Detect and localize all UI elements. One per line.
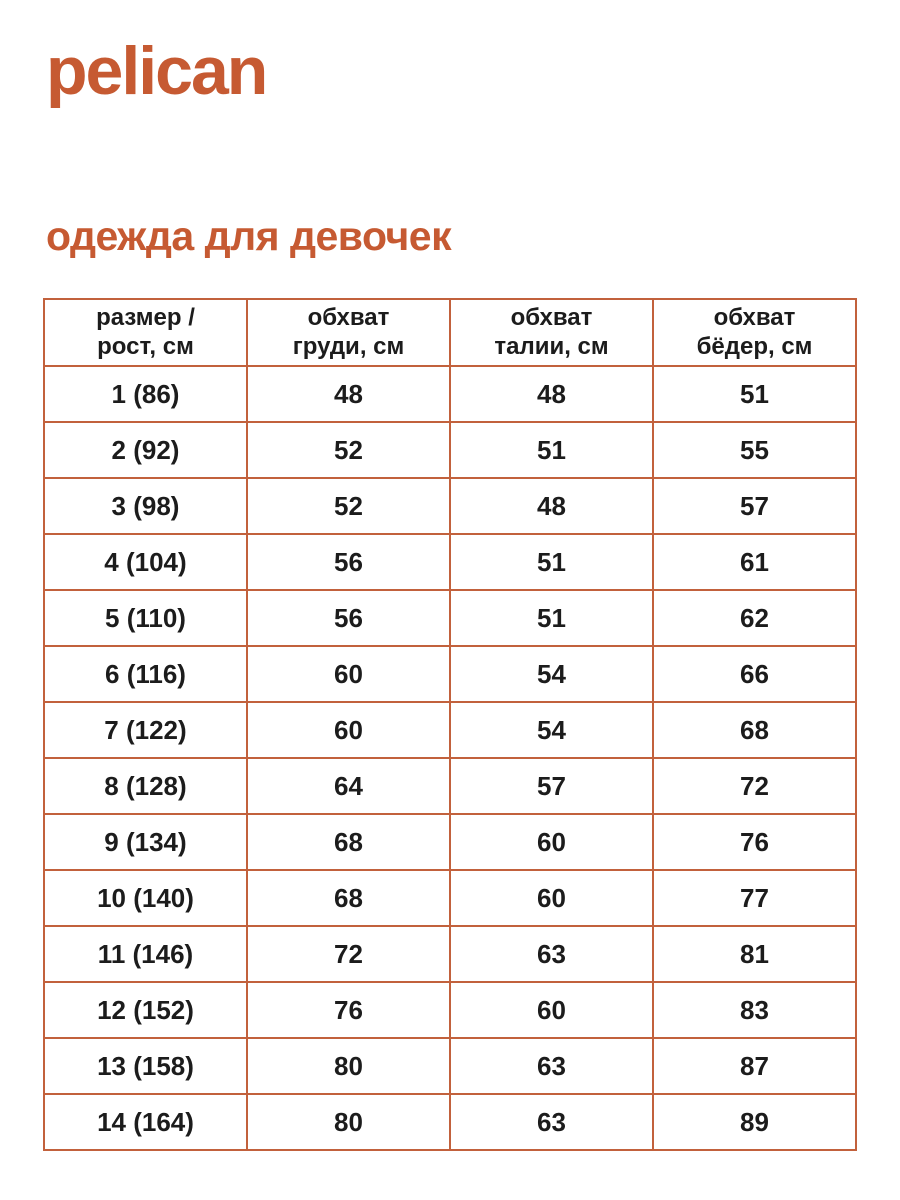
chest-girth-cell: 60 [247,646,450,702]
chest-girth-cell: 56 [247,590,450,646]
waist-girth-cell: 51 [450,422,653,478]
chest-girth-cell: 56 [247,534,450,590]
hips-girth-cell: 66 [653,646,856,702]
pelican-logo: pelican [46,33,267,109]
header-line: обхват [510,303,593,331]
hips-girth-cell: 77 [653,870,856,926]
table-row [44,926,856,982]
waist-girth-cell: 48 [450,366,653,422]
hips-girth-cell: 87 [653,1038,856,1094]
table-row [44,814,856,870]
waist-girth-cell: 60 [450,870,653,926]
size-height-cell: 3 (98) [44,478,247,534]
hips-girth-cell: 72 [653,758,856,814]
header-line: бёдер, см [696,332,813,360]
chest-girth-cell: 72 [247,926,450,982]
header-line: талии, см [494,332,609,360]
chest-girth-cell: 52 [247,478,450,534]
chest-girth-cell: 60 [247,702,450,758]
size-height-cell: 2 (92) [44,422,247,478]
chest-girth-cell: 52 [247,422,450,478]
waist-girth-cell: 60 [450,814,653,870]
waist-girth-cell: 63 [450,1038,653,1094]
size-height-cell: 1 (86) [44,366,247,422]
hips-girth-cell: 89 [653,1094,856,1150]
hips-girth-cell: 55 [653,422,856,478]
size-height-cell: 6 (116) [44,646,247,702]
size-height-cell: 13 (158) [44,1038,247,1094]
header-line: размер / [96,303,195,331]
hips-girth-cell: 83 [653,982,856,1038]
hips-girth-cell: 61 [653,534,856,590]
waist-girth-cell: 63 [450,1094,653,1150]
table-row [44,702,856,758]
header-line: обхват [307,303,390,331]
waist-girth-cell: 63 [450,926,653,982]
table-row [44,534,856,590]
header-line: рост, см [97,332,194,360]
page-title: одежда для девочек [46,213,452,259]
table-row [44,870,856,926]
table-row [44,1094,856,1150]
size-height-cell: 10 (140) [44,870,247,926]
size-height-cell: 12 (152) [44,982,247,1038]
hips-girth-cell: 62 [653,590,856,646]
table-row [44,422,856,478]
size-height-cell: 11 (146) [44,926,247,982]
size-height-cell: 5 (110) [44,590,247,646]
column-header-hips-girth [653,299,856,366]
table-row [44,478,856,534]
chest-girth-cell: 68 [247,870,450,926]
size-height-cell: 4 (104) [44,534,247,590]
chest-girth-cell: 68 [247,814,450,870]
waist-girth-cell: 54 [450,702,653,758]
hips-girth-cell: 68 [653,702,856,758]
header-line: обхват [713,303,796,331]
size-chart-body [44,366,856,1150]
size-height-cell: 7 (122) [44,702,247,758]
chest-girth-cell: 80 [247,1094,450,1150]
table-row [44,1038,856,1094]
hips-girth-cell: 81 [653,926,856,982]
size-height-cell: 8 (128) [44,758,247,814]
waist-girth-cell: 57 [450,758,653,814]
table-row [44,590,856,646]
column-header-waist-girth [450,299,653,366]
column-header-chest-girth [247,299,450,366]
chest-girth-cell: 80 [247,1038,450,1094]
table-row [44,982,856,1038]
hips-girth-cell: 76 [653,814,856,870]
waist-girth-cell: 48 [450,478,653,534]
chest-girth-cell: 64 [247,758,450,814]
size-height-cell: 9 (134) [44,814,247,870]
size-chart-table [43,298,857,1151]
chest-girth-cell: 76 [247,982,450,1038]
chest-girth-cell: 48 [247,366,450,422]
hips-girth-cell: 51 [653,366,856,422]
waist-girth-cell: 60 [450,982,653,1038]
waist-girth-cell: 51 [450,590,653,646]
header-row [44,299,856,366]
size-height-cell: 14 (164) [44,1094,247,1150]
table-row [44,366,856,422]
waist-girth-cell: 51 [450,534,653,590]
table-row [44,646,856,702]
header-line: груди, см [292,332,405,360]
column-header-size-height [44,299,247,366]
table-row [44,758,856,814]
size-chart-header [44,299,856,366]
hips-girth-cell: 57 [653,478,856,534]
waist-girth-cell: 54 [450,646,653,702]
